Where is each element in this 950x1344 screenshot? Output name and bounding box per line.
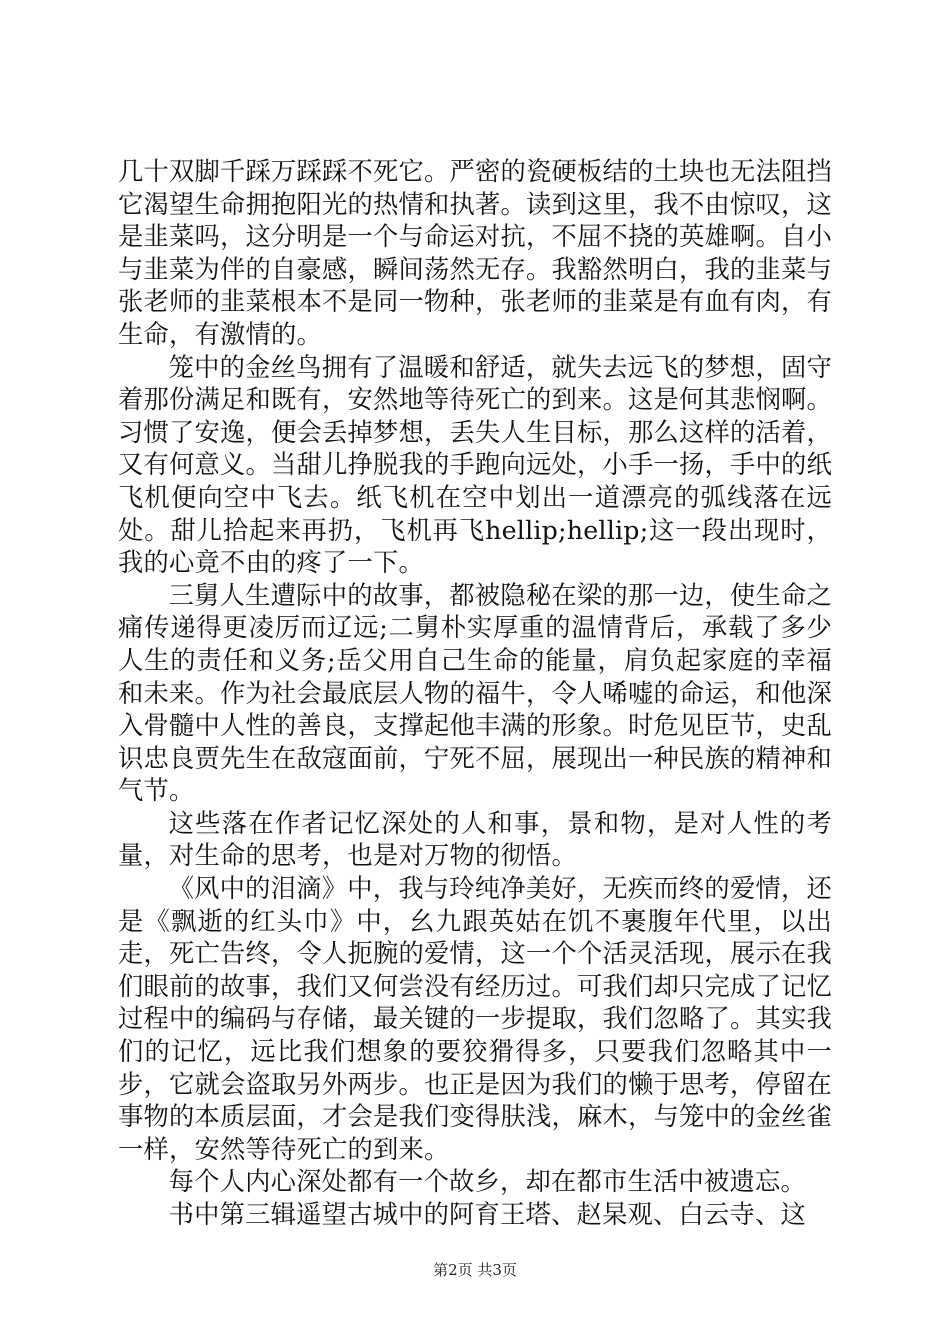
paragraph-7: 书中第三辑遥望古城中的阿育王塔、赵杲观、白云寺、这 [168,1200,807,1229]
paragraph-4: 这些落在作者记忆深处的人和事，景和物，是对人性的考量，对生命的思考，也是对万物的彻悟。 [118,808,832,871]
paragraph-2: 笼中的金丝鸟拥有了温暖和舒适，就失去远飞的梦想，固守着那份满足和既有，安然地等待死亡的到来。这是何其悲悯啊。习惯了安逸，便会丢掉梦想，丢失人生目标，那么这样的活着，又有何意义。当甜儿挣脱我的手跑向远处，小手一扬，手中的纸飞机便向空中飞去。纸飞机在空中划出一道漂亮的弧线落在远处。甜儿拾起来再扔，飞机再飞hellip;hellip;这一段出现时，我的心竟不由的疼了一下。 [118,352,832,578]
paragraph-6: 每个人内心深处都有一个故乡，却在都市生活中被遗忘。 [168,1167,807,1197]
paragraph-5: 《风中的泪滴》中，我与玲纯净美好，无疾而终的爱情，还是《飘逝的红头巾》中，幺九跟英姑在饥不裹腹年代里，以出走，死亡告终，令人扼腕的爱情，这一个个活灵活现，展示在我们眼前的故事，我们又何尝没有经历过。可我们却只完成了记忆过程中的编码与存储，最关键的一步提取，我们忽略了。其实我们的记忆，远比我们想象的要狡猾得多，只要我们忽略其中一步，它就会盗取另外两步。也正是因为我们的懒于思考，停留在事物的本质层面，才会是我们变得肤浅，麻木，与笼中的金丝雀一样，安然等待死亡的到来。 [118,874,832,1164]
body-text [118,156,832,1232]
paragraph-3: 三舅人生遭际中的故事，都被隐秘在梁的那一边，使生命之痛传递得更凌厉而辽远;二舅朴实厚重的温情背后，承载了多少人生的责任和义务;岳父用自己生命的能量，肩负起家庭的幸福和未来。作为社会最底层人物的福牛，令人唏嘘的命运，和他深入骨髓中人性的善良，支撑起他丰满的形象。时危见臣节，史乱识忠良贾先生在敌寇面前，宁死不屈，展现出一种民族的精神和气节。 [118,580,832,806]
page-number-footer: 第2页 共3页 [433,1261,517,1279]
paragraph-1: 几十双脚千踩万踩踩不死它。严密的瓷硬板结的土块也无法阻挡它渴望生命拥抱阳光的热情和执著。读到这里，我不由惊叹，这是韭菜吗，这分明是一个与命运对抗，不屈不挠的英雄啊。自小与韭菜为伴的自豪感，瞬间荡然无存。我豁然明白，我的韭菜与张老师的韭菜根本不是同一物种，张老师的韭菜是有血有肉，有生命，有激情的。 [118,157,832,349]
